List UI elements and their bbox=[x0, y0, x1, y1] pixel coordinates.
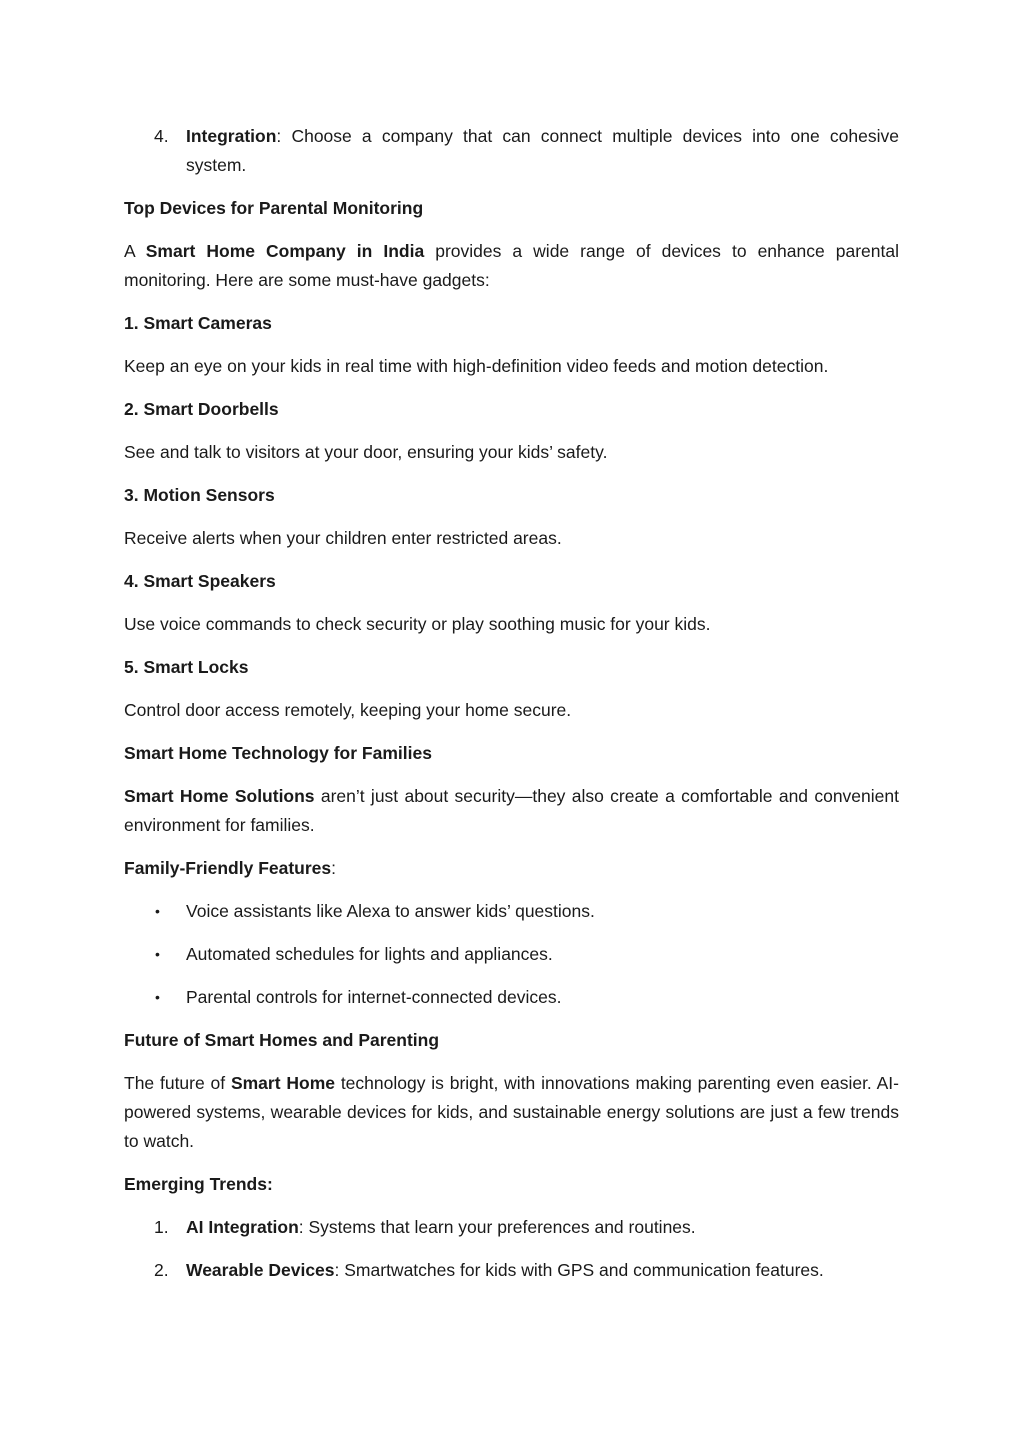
list-number: 1. bbox=[154, 1217, 169, 1237]
list-term: AI Integration bbox=[186, 1217, 299, 1237]
heading-top-devices: Top Devices for Parental Monitoring bbox=[124, 198, 424, 218]
list-text: : Systems that learn your preferences and routines. bbox=[298, 1217, 696, 1237]
features-colon: : bbox=[331, 858, 337, 878]
features-heading-line bbox=[124, 854, 899, 883]
list-item-trend bbox=[124, 1213, 899, 1242]
device-text: See and talk to visitors at your door, ensuring your kids’ safety. bbox=[124, 442, 608, 462]
bullet-icon: • bbox=[155, 946, 160, 962]
device-title: 2. Smart Doorbells bbox=[124, 399, 279, 419]
para-prefix: The future of bbox=[124, 1073, 231, 1093]
list-term: Wearable Devices bbox=[186, 1260, 335, 1280]
device-title: 4. Smart Speakers bbox=[124, 571, 276, 591]
paragraph-families bbox=[124, 782, 899, 840]
list-number: 2. bbox=[154, 1260, 169, 1280]
para-bold: Smart Home Company in India bbox=[145, 241, 425, 261]
para-suffix: aren’t just about security—they also create a comfortable and convenient environment for families. bbox=[124, 786, 899, 835]
heading-future: Future of Smart Homes and Parenting bbox=[124, 1030, 440, 1050]
device-text: Use voice commands to check security or play soothing music for your kids. bbox=[124, 614, 711, 634]
bullet-icon: • bbox=[155, 903, 160, 919]
document-page bbox=[124, 122, 899, 1285]
list-number: 4. bbox=[154, 126, 169, 146]
trends-heading: Emerging Trends: bbox=[124, 1174, 273, 1194]
bullet-item bbox=[124, 983, 899, 1012]
list-term: Integration bbox=[186, 126, 277, 146]
para-suffix: provides a wide range of devices to enhance parental monitoring. Here are some must-have gadgets: bbox=[124, 241, 899, 290]
bullet-text: Automated schedules for lights and appliances. bbox=[186, 944, 553, 964]
heading-families: Smart Home Technology for Families bbox=[124, 743, 432, 763]
features-heading: Family-Friendly Features bbox=[124, 858, 332, 878]
paragraph-future bbox=[124, 1069, 899, 1156]
para-prefix: A bbox=[124, 241, 146, 261]
list-text: : Smartwatches for kids with GPS and communication features. bbox=[334, 1260, 824, 1280]
bullet-item bbox=[124, 940, 899, 969]
bullet-text: Parental controls for internet-connected devices. bbox=[186, 987, 562, 1007]
device-text: Keep an eye on your kids in real time with high-definition video feeds and motion detection. bbox=[124, 356, 829, 376]
device-text: Receive alerts when your children enter restricted areas. bbox=[124, 528, 562, 548]
bullet-text: Voice assistants like Alexa to answer kids’ questions. bbox=[186, 901, 595, 921]
device-title: 5. Smart Locks bbox=[124, 657, 249, 677]
device-text: Control door access remotely, keeping your home secure. bbox=[124, 700, 572, 720]
device-title: 1. Smart Cameras bbox=[124, 313, 272, 333]
para-bold: Smart Home bbox=[230, 1073, 335, 1093]
bullet-item bbox=[124, 897, 899, 926]
list-item-integration bbox=[124, 122, 899, 180]
list-item-trend bbox=[124, 1256, 899, 1285]
para-bold: Smart Home Solutions bbox=[124, 786, 315, 806]
bullet-icon: • bbox=[155, 989, 160, 1005]
device-title: 3. Motion Sensors bbox=[124, 485, 275, 505]
para-suffix: technology is bright, with innovations making parenting even easier. AI-powered systems, wearable devices for kids, and sustainable energy solutions are just a few trends to watch. bbox=[124, 1073, 899, 1151]
paragraph-top-devices bbox=[124, 237, 899, 295]
list-text: : Choose a company that can connect multiple devices into one cohesive system. bbox=[186, 126, 899, 175]
